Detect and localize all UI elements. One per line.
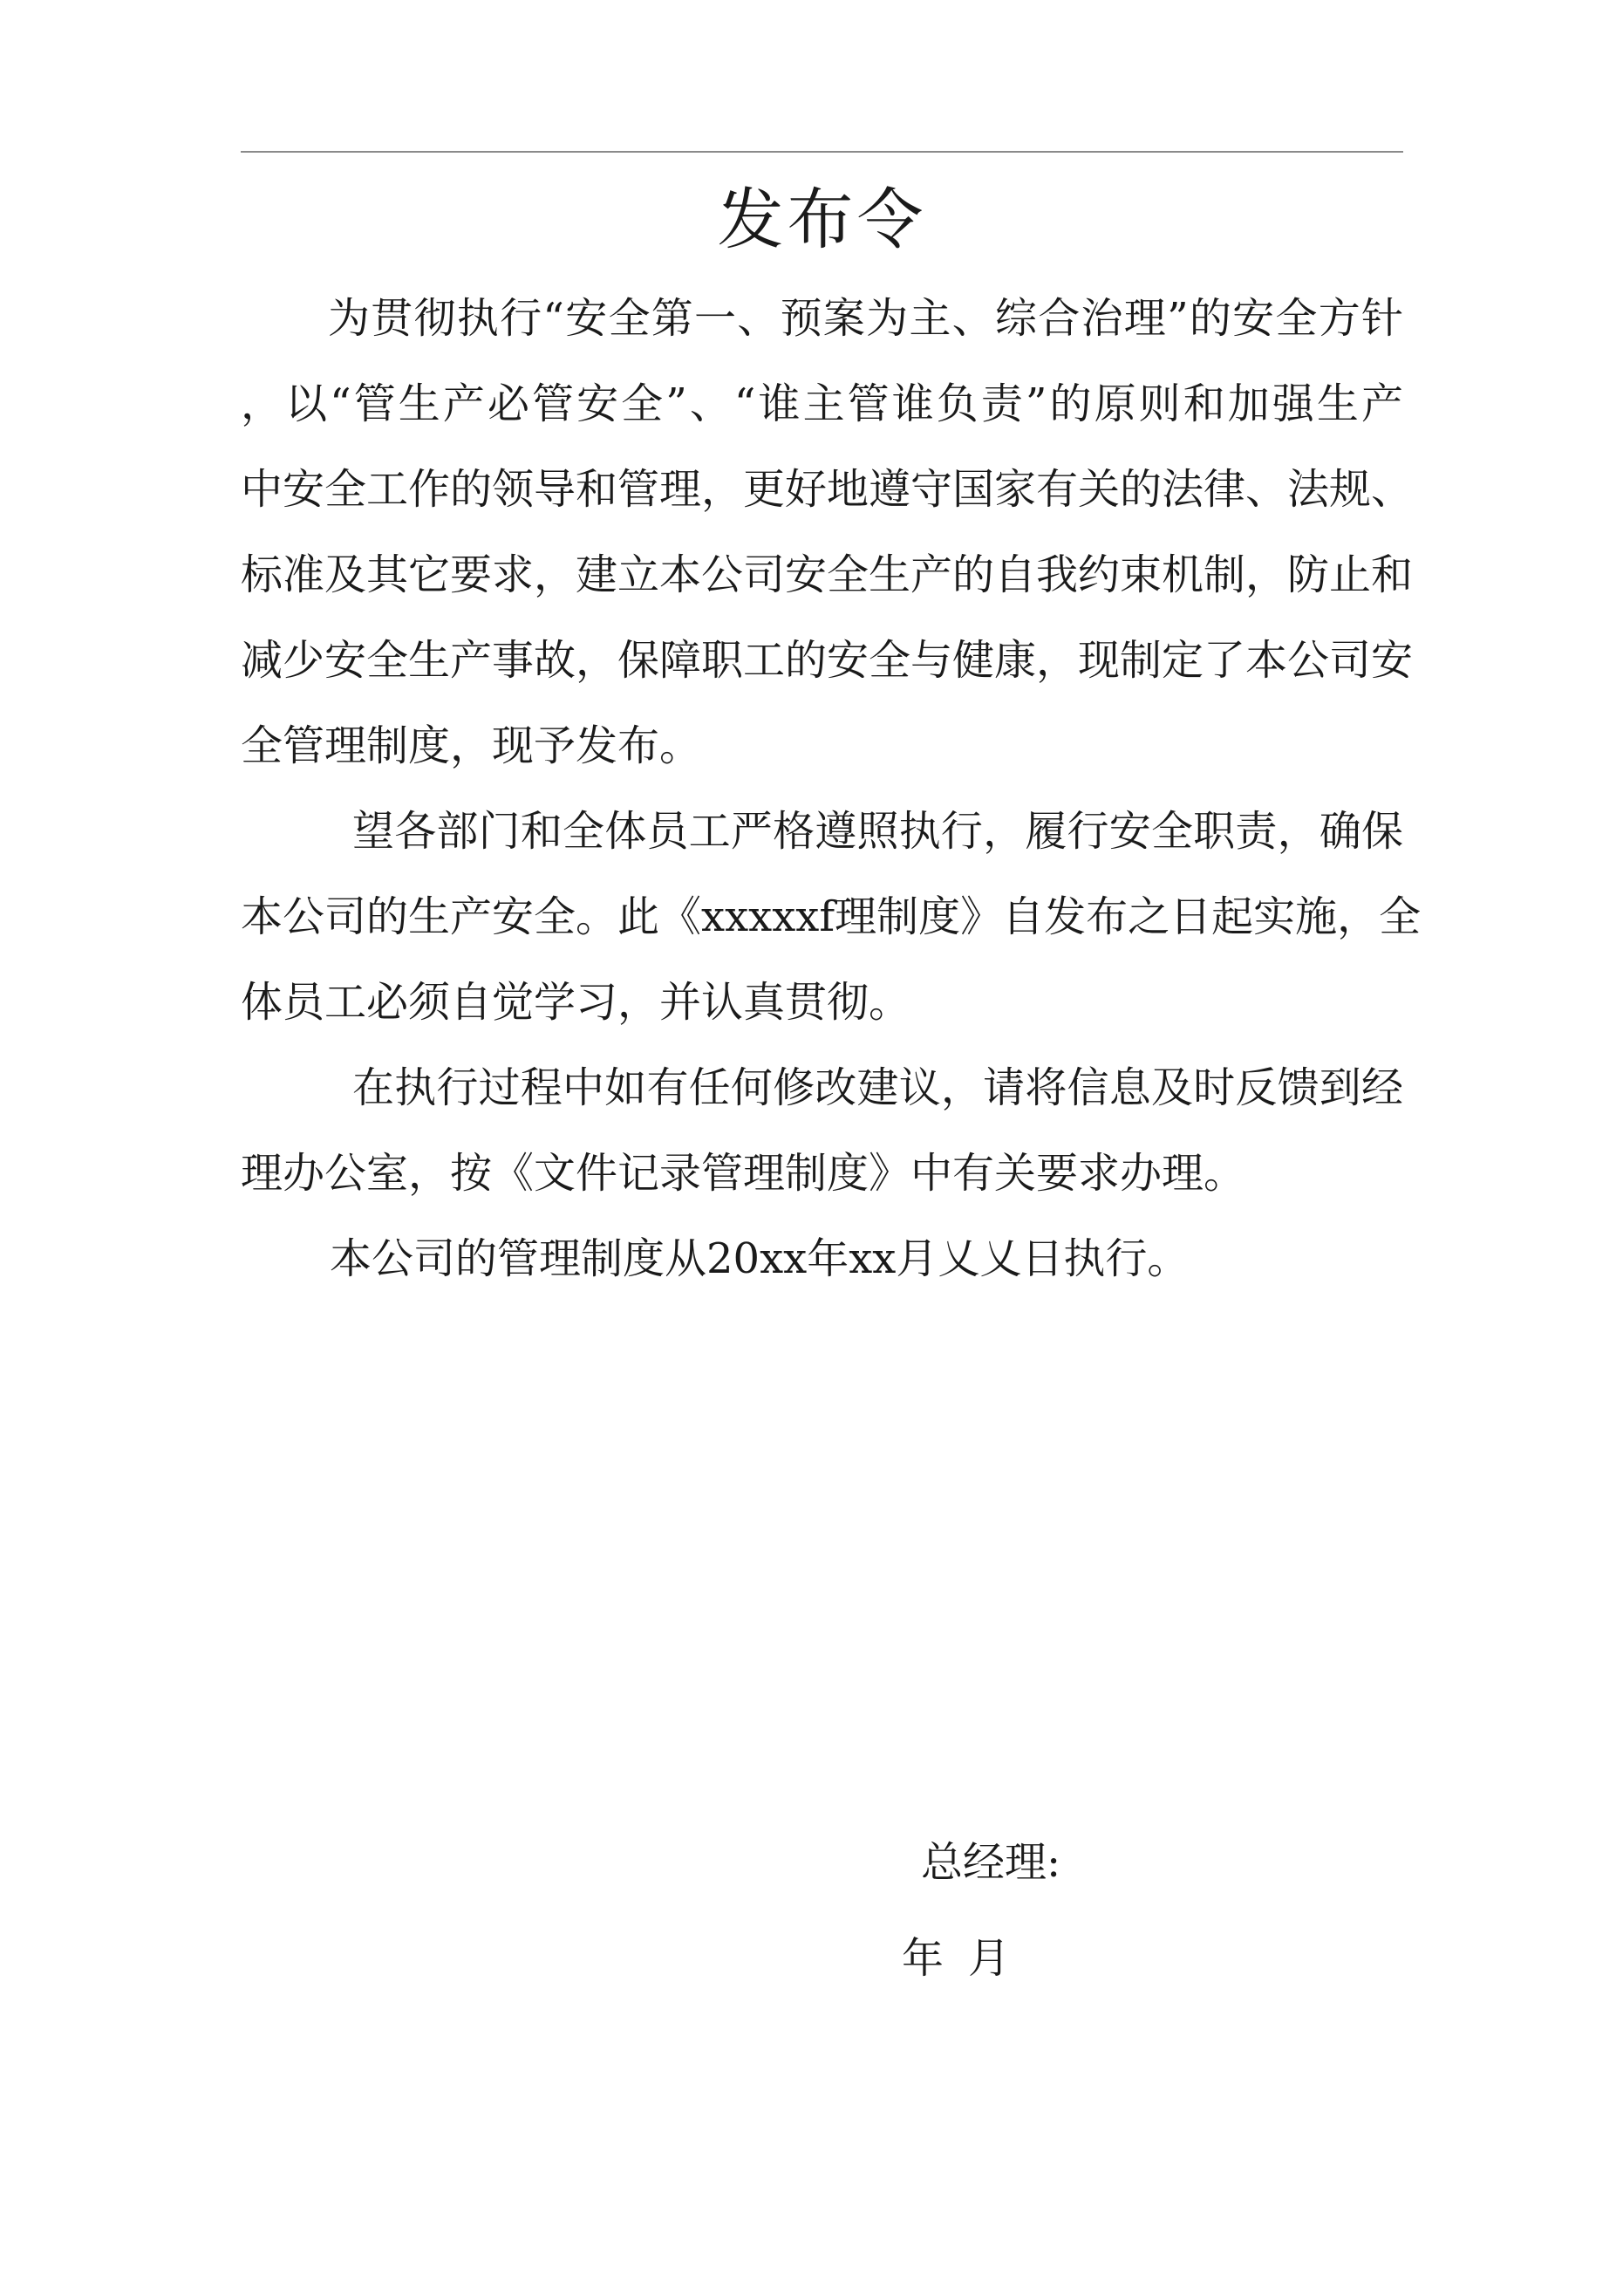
paragraph-1-line-3: 中安全工作的领导和管理，更好地遵守国家有关的法律、法规、 — [241, 465, 1414, 514]
paragraph-2-line-2: 本公司的生产安全。此《xxxxxf理制度》自发布之日起实施，全 — [241, 892, 1422, 941]
paragraph-1-line-4: 标准及其它要求，建立本公司安全生产的自我约束机制，防止和 — [241, 550, 1414, 599]
signature-date-month: 月 — [968, 1934, 1011, 1983]
signature-date — [902, 1928, 1010, 1989]
paragraph-1-line-5: 减少安全生产事故，保障职工的安全与健康，现制定了本公司安 — [241, 636, 1414, 685]
paragraph-4-line-1: 本公司的管理制度从20xx年xx月乂乂日执行。 — [330, 1234, 1190, 1283]
header-rule — [241, 151, 1403, 153]
paragraph-1-line-1: 为贯彻执行“安全第一、预案为主、综合治理”的安全方针 — [328, 294, 1403, 343]
signature-date-year: 年 — [902, 1934, 944, 1983]
document-title: 发布令 — [717, 181, 927, 258]
signature-title: 总经理: — [921, 1838, 1061, 1887]
paragraph-1-line-2: ，以“管生产必管安全”、“谁主管谁负责”的原则和加强生产 — [241, 379, 1403, 428]
paragraph-1-line-6: 全管理制度，现予发布。 — [241, 721, 702, 770]
paragraph-3-line-2: 理办公室，按《文件记录管理制度》中有关要求办理。 — [241, 1149, 1246, 1198]
paragraph-3-line-1: 在执行过程中如有任何修改建议，请将信息及时反馈到经 — [352, 1063, 1403, 1112]
paragraph-2-line-3: 体员工必须自觉学习，并认真贯彻。 — [241, 978, 911, 1027]
paragraph-2-line-1: 望各部门和全体员工严格遵照执行，履行安全职责，确保 — [352, 807, 1403, 856]
